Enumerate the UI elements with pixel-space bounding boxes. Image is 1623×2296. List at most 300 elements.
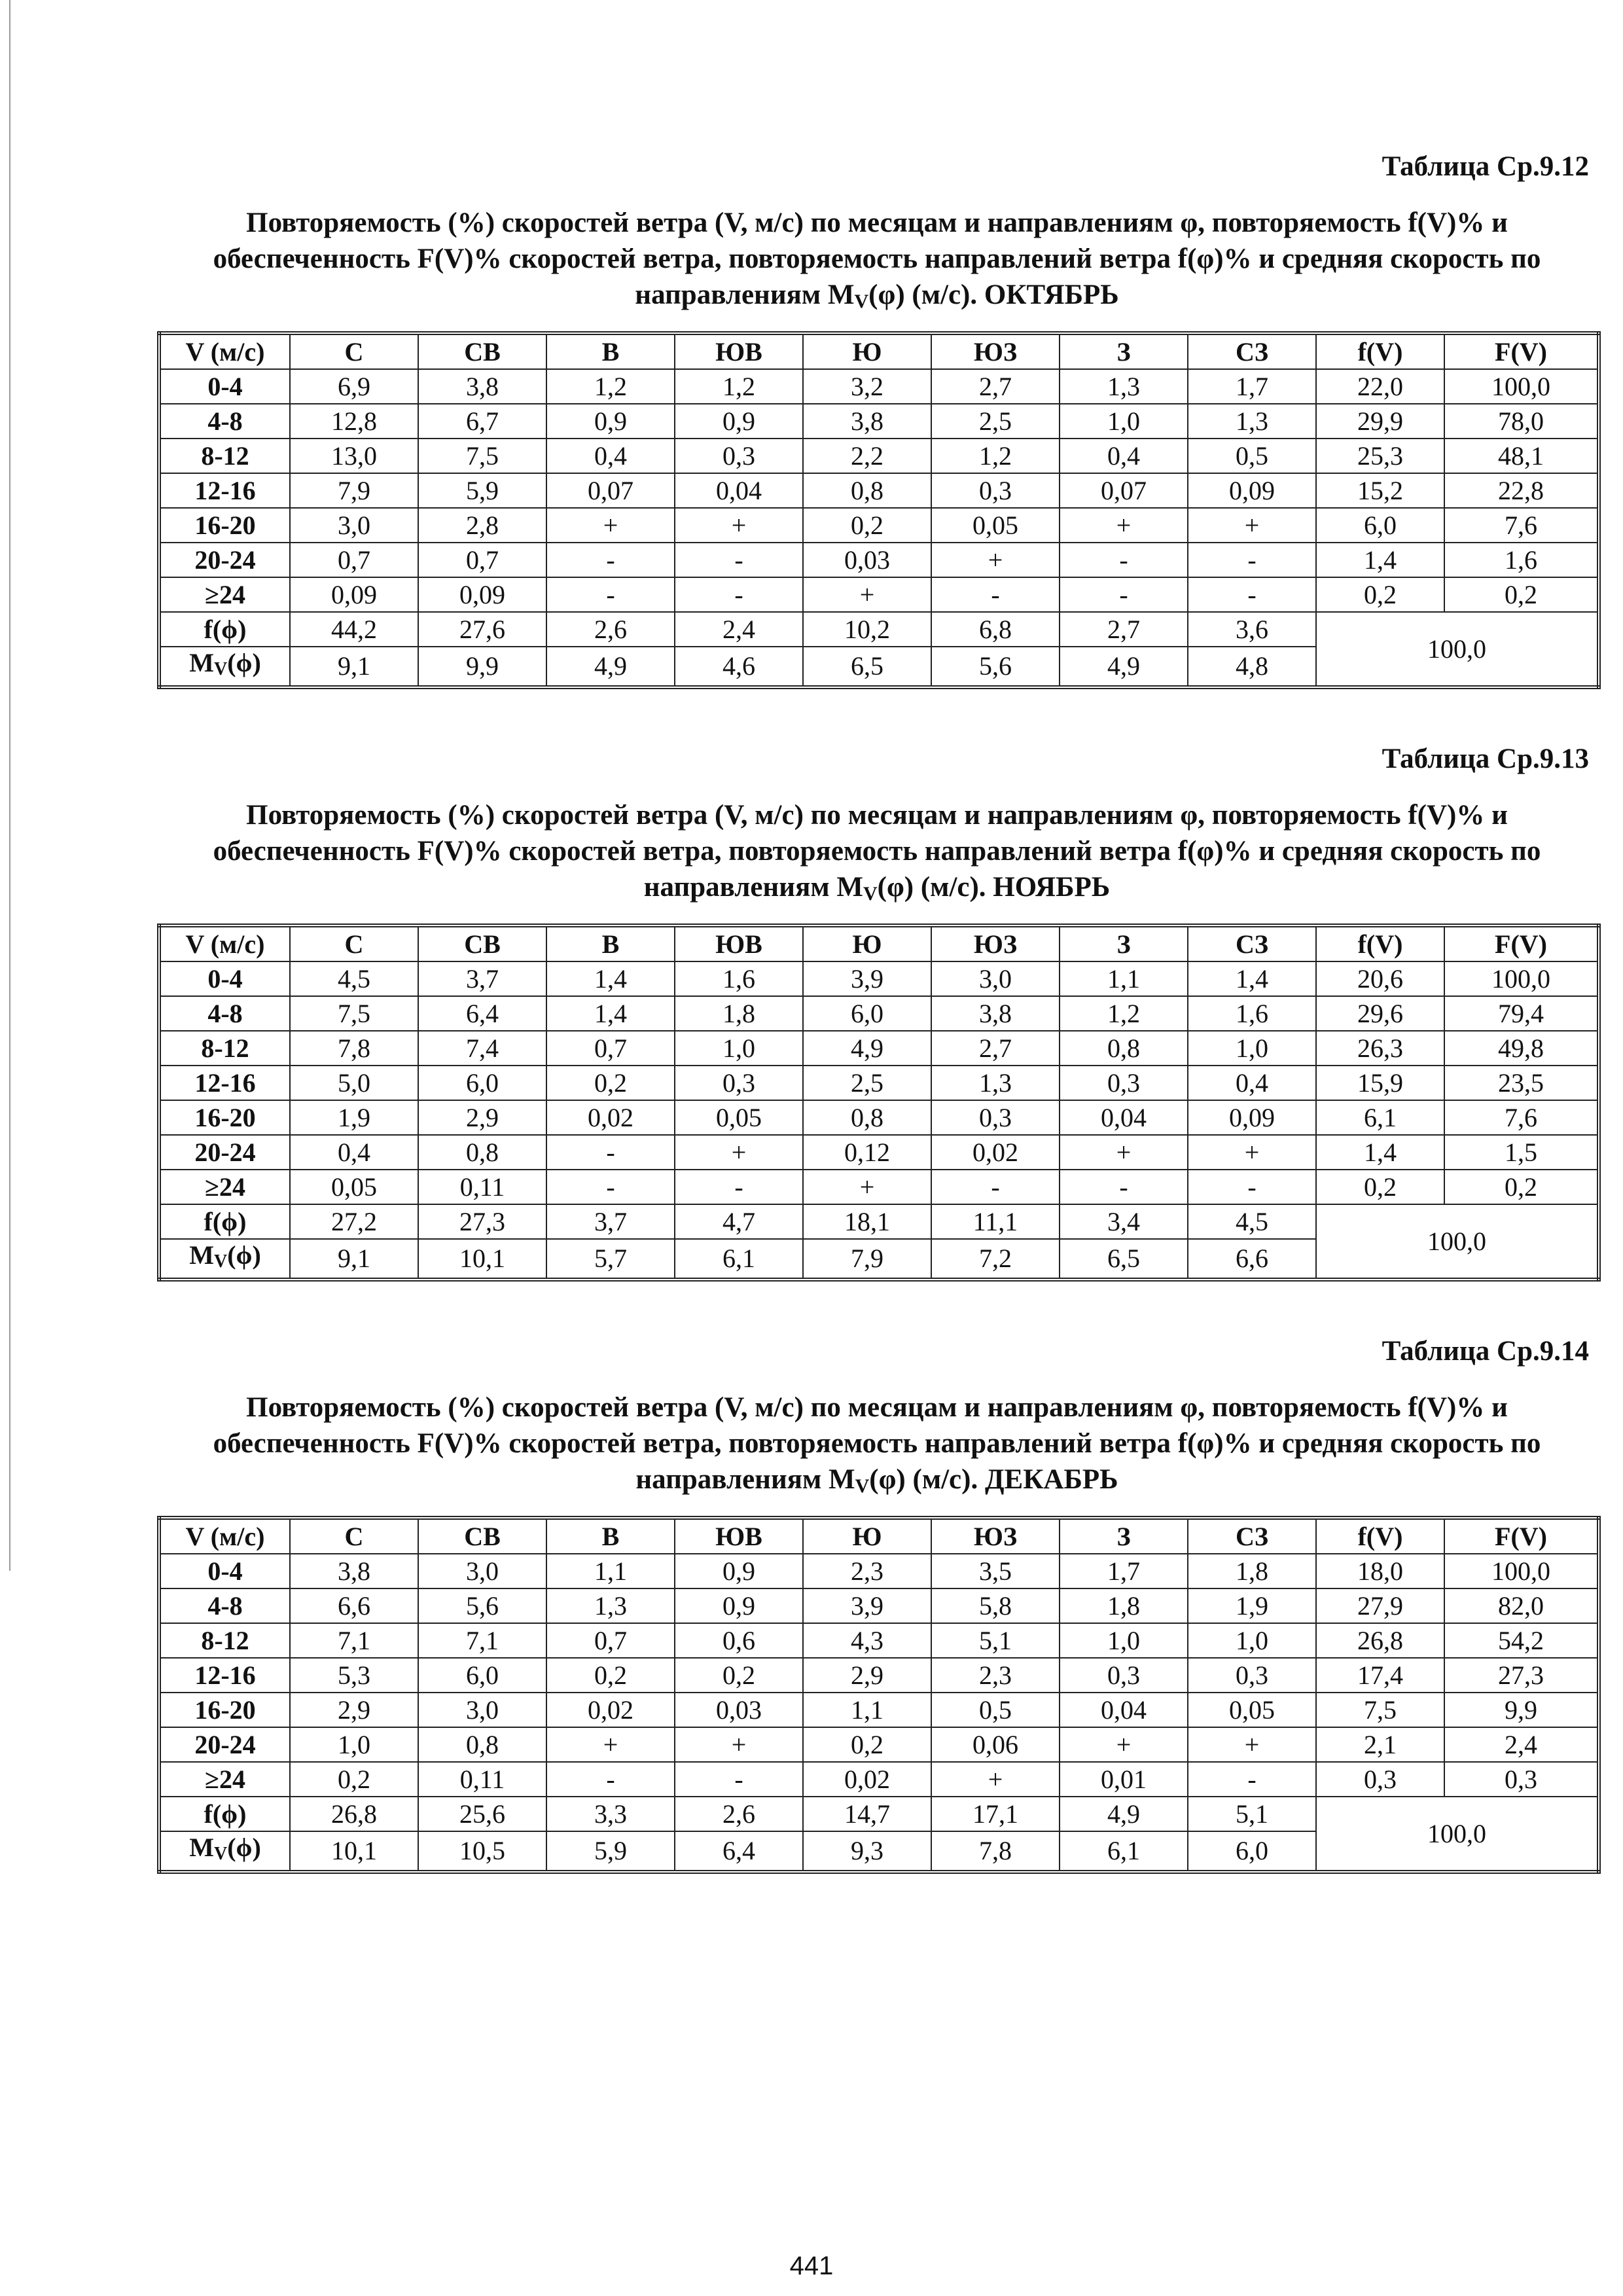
table-row	[159, 1727, 1599, 1762]
mean-speed-cell: 6,1	[675, 1239, 803, 1280]
table-cell: 0,8	[1060, 1031, 1188, 1066]
table-cell: 0,03	[803, 543, 931, 577]
mean-speed-cell: 6,4	[675, 1831, 803, 1872]
table-cell: -	[1060, 577, 1188, 612]
table-row	[159, 1762, 1599, 1797]
table-cell: 5,3	[290, 1658, 418, 1693]
table-row	[159, 1554, 1599, 1588]
table-cell: 6,9	[290, 369, 418, 404]
f-phi-cell: 27,3	[418, 1204, 546, 1239]
header-speed: V (м/с)	[159, 333, 290, 369]
table-cell: -	[546, 1170, 675, 1204]
table-cell: 22,0	[1316, 369, 1444, 404]
row-label: 4-8	[159, 1588, 290, 1623]
header-cell: СЗ	[1188, 1518, 1316, 1554]
table-cell: 0,04	[1060, 1693, 1188, 1727]
row-label: 8-12	[159, 1623, 290, 1658]
mean-speed-cell: 7,8	[931, 1831, 1060, 1872]
table-cell: 0,4	[1060, 439, 1188, 473]
table-cell: 3,0	[290, 508, 418, 543]
mean-speed-label-m: M	[189, 1833, 214, 1862]
table-cell: +	[546, 508, 675, 543]
mean-speed-label	[159, 1239, 290, 1280]
table-cell: 2,7	[931, 1031, 1060, 1066]
table-cell: 1,7	[1060, 1554, 1188, 1588]
mean-speed-cell: 6,1	[1060, 1831, 1188, 1872]
header-cell: З	[1060, 925, 1188, 961]
table-row	[159, 1135, 1599, 1170]
table-cell: 1,3	[1060, 369, 1188, 404]
f-phi-cell: 2,4	[675, 612, 803, 647]
table-cell: 0,2	[1316, 577, 1444, 612]
header-cell: Ю	[803, 1518, 931, 1554]
mean-speed-cell: 9,1	[290, 647, 418, 687]
table-cell: 0,02	[546, 1693, 675, 1727]
table-cell: -	[1188, 1762, 1316, 1797]
header-cell: ЮВ	[675, 925, 803, 961]
table-cell: 0,3	[675, 1066, 803, 1100]
table-cell: 0,05	[931, 508, 1060, 543]
table-cell: 0,7	[418, 543, 546, 577]
table-cell: 6,0	[418, 1066, 546, 1100]
row-label: 8-12	[159, 1031, 290, 1066]
table-cell: 0,05	[675, 1100, 803, 1135]
header-cell: f(V)	[1316, 1518, 1444, 1554]
table-cell: 49,8	[1444, 1031, 1599, 1066]
table-cell: 0,09	[1188, 1100, 1316, 1135]
table-cell: -	[546, 1135, 675, 1170]
header-cell: Ю	[803, 925, 931, 961]
wind-table	[157, 1516, 1601, 1874]
wind-table	[157, 331, 1601, 689]
mean-speed-cell: 4,6	[675, 647, 803, 687]
table-cell: 0,7	[546, 1031, 675, 1066]
table-cell: 0,2	[290, 1762, 418, 1797]
table-cell: 0,3	[931, 1100, 1060, 1135]
mean-speed-label-phi: (ϕ)	[227, 1833, 261, 1862]
scan-margin-line	[9, 0, 10, 1571]
header-cell: В	[546, 925, 675, 961]
mean-speed-cell: 10,1	[418, 1239, 546, 1280]
table-cell: 0,02	[546, 1100, 675, 1135]
table-cell: 1,4	[546, 996, 675, 1031]
table-cell: 2,1	[1316, 1727, 1444, 1762]
mean-speed-cell: 7,9	[803, 1239, 931, 1280]
table-cell: 6,4	[418, 996, 546, 1031]
header-cell: СВ	[418, 1518, 546, 1554]
mean-speed-cell: 10,1	[290, 1831, 418, 1872]
table-cell: 1,1	[1060, 961, 1188, 996]
header-cell: F(V)	[1444, 1518, 1599, 1554]
f-phi-cell: 18,1	[803, 1204, 931, 1239]
table-cell: -	[675, 1762, 803, 1797]
f-phi-cell: 3,3	[546, 1797, 675, 1831]
table-cell: 0,3	[1444, 1762, 1599, 1797]
table-cell: -	[931, 577, 1060, 612]
table-cell: 1,0	[1188, 1623, 1316, 1658]
table-row	[159, 543, 1599, 577]
table-cell: 0,04	[1060, 1100, 1188, 1135]
table-cell: 27,3	[1444, 1658, 1599, 1693]
table-cell: 100,0	[1444, 1554, 1599, 1588]
table-cell: 1,7	[1188, 369, 1316, 404]
header-cell: ЮВ	[675, 333, 803, 369]
table-cell: 6,7	[418, 404, 546, 439]
f-phi-cell: 27,6	[418, 612, 546, 647]
table-cell: 1,0	[290, 1727, 418, 1762]
f-phi-cell: 2,6	[675, 1797, 803, 1831]
table-cell: 0,3	[1188, 1658, 1316, 1693]
table-cell: 0,3	[675, 439, 803, 473]
table-row	[159, 404, 1599, 439]
table-cell: 1,8	[675, 996, 803, 1031]
f-phi-cell: 26,8	[290, 1797, 418, 1831]
table-cell: 0,07	[1060, 473, 1188, 508]
table-cell: +	[803, 1170, 931, 1204]
table-cell: -	[931, 1170, 1060, 1204]
table-cell: 3,8	[803, 404, 931, 439]
total-cell: 100,0	[1316, 1797, 1599, 1872]
table-cell: 2,5	[803, 1066, 931, 1100]
table-cell: 4,9	[803, 1031, 931, 1066]
table-cell: 2,3	[803, 1554, 931, 1588]
table-cell: 1,3	[1188, 404, 1316, 439]
table-cell: 15,9	[1316, 1066, 1444, 1100]
table-cell: +	[1188, 1135, 1316, 1170]
table-cell: 1,0	[1060, 404, 1188, 439]
mean-speed-label-m: M	[189, 1240, 214, 1270]
table-row	[159, 1066, 1599, 1100]
table-row	[159, 1100, 1599, 1135]
table-cell: 1,8	[1188, 1554, 1316, 1588]
table-cell: 2,9	[418, 1100, 546, 1135]
mean-speed-cell: 5,9	[546, 1831, 675, 1872]
table-cell: 0,3	[1060, 1066, 1188, 1100]
mean-speed-label	[159, 1831, 290, 1872]
table-cell: 1,9	[1188, 1588, 1316, 1623]
table-cell: 18,0	[1316, 1554, 1444, 1588]
table-cell: +	[1060, 508, 1188, 543]
table-cell: +	[1060, 1727, 1188, 1762]
header-cell: f(V)	[1316, 925, 1444, 961]
table-cell: 48,1	[1444, 439, 1599, 473]
mean-speed-cell: 9,1	[290, 1239, 418, 1280]
header-cell: F(V)	[1444, 925, 1599, 961]
mean-speed-label-sub: V	[213, 1844, 228, 1864]
table-cell: 0,5	[931, 1693, 1060, 1727]
table-cell: 1,4	[1188, 961, 1316, 996]
table-cell: 0,8	[418, 1135, 546, 1170]
header-row	[159, 925, 1599, 961]
table-cell: 0,3	[931, 473, 1060, 508]
table-cell: 0,8	[803, 473, 931, 508]
table-cell: 0,09	[1188, 473, 1316, 508]
table-cell: 3,0	[418, 1554, 546, 1588]
row-label: 20-24	[159, 543, 290, 577]
total-cell: 100,0	[1316, 1204, 1599, 1280]
f-phi-cell: 4,7	[675, 1204, 803, 1239]
mean-speed-label-sub: V	[213, 1251, 228, 1272]
table-number: Таблица Ср.9.12	[1382, 151, 1589, 182]
table-row	[159, 473, 1599, 508]
table-row	[159, 961, 1599, 996]
table-cell: 5,8	[931, 1588, 1060, 1623]
table-cell: 100,0	[1444, 369, 1599, 404]
table-cell: 5,6	[418, 1588, 546, 1623]
f-phi-row	[159, 1204, 1599, 1239]
mean-speed-cell: 9,3	[803, 1831, 931, 1872]
header-cell: ЮЗ	[931, 333, 1060, 369]
table-cell: -	[546, 543, 675, 577]
table-cell: 0,9	[675, 1554, 803, 1588]
table-cell: 7,1	[290, 1623, 418, 1658]
table-cell: 1,8	[1060, 1588, 1188, 1623]
table-cell: 15,2	[1316, 473, 1444, 508]
table-cell: 3,8	[931, 996, 1060, 1031]
f-phi-cell: 2,7	[1060, 612, 1188, 647]
table-row	[159, 1693, 1599, 1727]
f-phi-cell: 3,6	[1188, 612, 1316, 647]
table-cell: 2,7	[931, 369, 1060, 404]
header-cell: В	[546, 333, 675, 369]
table-cell: 2,2	[803, 439, 931, 473]
table-row	[159, 508, 1599, 543]
table-caption	[157, 1390, 1597, 1504]
table-cell: -	[675, 577, 803, 612]
f-phi-label: f(ϕ)	[159, 612, 290, 647]
table-cell: 0,06	[931, 1727, 1060, 1762]
caption-subscript: V	[855, 1475, 870, 1497]
table-cell: +	[546, 1727, 675, 1762]
table-cell: 0,2	[546, 1658, 675, 1693]
table-cell: 4,5	[290, 961, 418, 996]
table-cell: 6,1	[1316, 1100, 1444, 1135]
table-row	[159, 1031, 1599, 1066]
table-cell: 0,5	[1188, 439, 1316, 473]
f-phi-cell: 17,1	[931, 1797, 1060, 1831]
table-cell: 7,5	[418, 439, 546, 473]
caption-subscript: V	[854, 291, 869, 312]
table-cell: 1,4	[1316, 543, 1444, 577]
table-cell: 3,5	[931, 1554, 1060, 1588]
header-cell: СВ	[418, 333, 546, 369]
header-cell: В	[546, 1518, 675, 1554]
caption-subscript: V	[863, 883, 878, 905]
table-row	[159, 1170, 1599, 1204]
table-cell: 0,12	[803, 1135, 931, 1170]
table-cell: 1,4	[1316, 1135, 1444, 1170]
table-cell: 3,0	[418, 1693, 546, 1727]
table-cell: 0,7	[290, 543, 418, 577]
table-cell: 29,9	[1316, 404, 1444, 439]
table-cell: 0,8	[418, 1727, 546, 1762]
table-cell: 82,0	[1444, 1588, 1599, 1623]
table-cell: 0,2	[546, 1066, 675, 1100]
table-cell: 3,9	[803, 961, 931, 996]
f-phi-label: f(ϕ)	[159, 1204, 290, 1239]
table-cell: +	[803, 577, 931, 612]
table-cell: -	[675, 1170, 803, 1204]
header-cell: СВ	[418, 925, 546, 961]
table-cell: -	[546, 1762, 675, 1797]
table-cell: 13,0	[290, 439, 418, 473]
table-cell: 1,6	[1444, 543, 1599, 577]
table-cell: 0,4	[1188, 1066, 1316, 1100]
table-cell: 2,9	[803, 1658, 931, 1693]
table-cell: 3,0	[931, 961, 1060, 996]
table-cell: 6,6	[290, 1588, 418, 1623]
table-block-october	[157, 147, 1597, 689]
table-cell: 5,0	[290, 1066, 418, 1100]
table-cell: 2,8	[418, 508, 546, 543]
table-block-november	[157, 740, 1597, 1282]
table-cell: 0,11	[418, 1170, 546, 1204]
table-cell: 0,03	[675, 1693, 803, 1727]
table-cell: 0,07	[546, 473, 675, 508]
table-cell: 7,5	[1316, 1693, 1444, 1727]
mean-speed-cell: 7,2	[931, 1239, 1060, 1280]
table-cell: 23,5	[1444, 1066, 1599, 1100]
table-cell: 6,0	[803, 996, 931, 1031]
table-cell: 1,3	[546, 1588, 675, 1623]
table-cell: 6,0	[418, 1658, 546, 1693]
table-cell: -	[1188, 577, 1316, 612]
row-label: 20-24	[159, 1727, 290, 1762]
header-cell: F(V)	[1444, 333, 1599, 369]
table-cell: 0,4	[290, 1135, 418, 1170]
table-cell: +	[931, 1762, 1060, 1797]
table-cell: -	[1060, 543, 1188, 577]
table-cell: 2,9	[290, 1693, 418, 1727]
f-phi-cell: 4,9	[1060, 1797, 1188, 1831]
f-phi-cell: 6,8	[931, 612, 1060, 647]
table-row	[159, 439, 1599, 473]
table-cell: 0,9	[675, 404, 803, 439]
table-cell: +	[675, 1135, 803, 1170]
table-block-december	[157, 1332, 1597, 1874]
header-cell: С	[290, 1518, 418, 1554]
table-cell: 29,6	[1316, 996, 1444, 1031]
table-cell: 0,05	[290, 1170, 418, 1204]
row-label: 16-20	[159, 508, 290, 543]
table-cell: +	[1188, 508, 1316, 543]
mean-speed-cell: 6,6	[1188, 1239, 1316, 1280]
table-cell: 27,9	[1316, 1588, 1444, 1623]
f-phi-cell: 2,6	[546, 612, 675, 647]
table-cell: 7,4	[418, 1031, 546, 1066]
table-cell: +	[1188, 1727, 1316, 1762]
header-speed: V (м/с)	[159, 925, 290, 961]
table-cell: 7,5	[290, 996, 418, 1031]
table-cell: 26,8	[1316, 1623, 1444, 1658]
row-label: ≥24	[159, 1170, 290, 1204]
mean-speed-cell: 4,9	[1060, 647, 1188, 687]
header-cell: СЗ	[1188, 333, 1316, 369]
header-cell: ЮЗ	[931, 925, 1060, 961]
table-cell: 78,0	[1444, 404, 1599, 439]
table-cell: 0,01	[1060, 1762, 1188, 1797]
f-phi-row	[159, 1797, 1599, 1831]
table-cell: 3,8	[290, 1554, 418, 1588]
table-cell: 7,9	[290, 473, 418, 508]
table-cell: 12,8	[290, 404, 418, 439]
table-cell: 5,1	[931, 1623, 1060, 1658]
table-cell: +	[675, 508, 803, 543]
table-cell: 0,09	[418, 577, 546, 612]
table-cell: 1,2	[931, 439, 1060, 473]
caption-text: Повторяемость (%) скоростей ветра (V, м/с) по месяцам и направлениям φ, повторяемость f(V)% и обеспеченность F(V)% скоростей ветра, повторяемость направлений ветра f(φ)% и средняя скорость по направлениям M	[213, 207, 1541, 310]
table-cell: 9,9	[1444, 1693, 1599, 1727]
header-row	[159, 1518, 1599, 1554]
table-cell: 1,1	[546, 1554, 675, 1588]
f-phi-cell: 3,4	[1060, 1204, 1188, 1239]
table-cell: 25,3	[1316, 439, 1444, 473]
wind-table	[157, 924, 1601, 1282]
mean-speed-label-m: M	[189, 648, 214, 677]
table-cell: 0,11	[418, 1762, 546, 1797]
mean-speed-cell: 9,9	[418, 647, 546, 687]
mean-speed-cell: 6,0	[1188, 1831, 1316, 1872]
table-cell: 0,9	[675, 1588, 803, 1623]
mean-speed-label-sub: V	[213, 659, 228, 679]
table-row	[159, 1588, 1599, 1623]
f-phi-cell: 11,1	[931, 1204, 1060, 1239]
header-cell: Ю	[803, 333, 931, 369]
f-phi-row	[159, 612, 1599, 647]
mean-speed-cell: 5,7	[546, 1239, 675, 1280]
table-row	[159, 996, 1599, 1031]
table-cell: 3,9	[803, 1588, 931, 1623]
table-cell: 7,8	[290, 1031, 418, 1066]
row-label: 0-4	[159, 369, 290, 404]
row-label: 12-16	[159, 473, 290, 508]
header-speed: V (м/с)	[159, 1518, 290, 1554]
table-number: Таблица Ср.9.14	[1382, 1336, 1589, 1367]
table-cell: 0,2	[1316, 1170, 1444, 1204]
table-cell: 1,0	[1188, 1031, 1316, 1066]
table-cell: 0,02	[931, 1135, 1060, 1170]
page-number: 441	[789, 2251, 834, 2280]
table-cell: 26,3	[1316, 1031, 1444, 1066]
table-cell: 1,0	[675, 1031, 803, 1066]
table-cell: 17,4	[1316, 1658, 1444, 1693]
table-cell: +	[675, 1727, 803, 1762]
table-cell: 7,6	[1444, 1100, 1599, 1135]
table-cell: 7,6	[1444, 508, 1599, 543]
table-cell: 1,6	[675, 961, 803, 996]
caption-text-end: (φ) (м/с). ОКТЯБРЬ	[868, 279, 1119, 310]
mean-speed-cell: 4,9	[546, 647, 675, 687]
table-cell: 0,05	[1188, 1693, 1316, 1727]
table-cell: 20,6	[1316, 961, 1444, 996]
header-row	[159, 333, 1599, 369]
table-number: Таблица Ср.9.13	[1382, 744, 1589, 774]
mean-speed-cell: 5,6	[931, 647, 1060, 687]
mean-speed-label-phi: (ϕ)	[227, 1240, 261, 1270]
row-label: ≥24	[159, 1762, 290, 1797]
row-label: 0-4	[159, 961, 290, 996]
header-cell: ЮЗ	[931, 1518, 1060, 1554]
row-label: ≥24	[159, 577, 290, 612]
caption-text-end: (φ) (м/с). НОЯБРЬ	[877, 872, 1111, 903]
table-cell: 1,3	[931, 1066, 1060, 1100]
header-cell: f(V)	[1316, 333, 1444, 369]
table-caption	[157, 205, 1597, 319]
table-cell: 1,4	[546, 961, 675, 996]
table-cell: -	[546, 577, 675, 612]
header-cell: СЗ	[1188, 925, 1316, 961]
table-row	[159, 1658, 1599, 1693]
